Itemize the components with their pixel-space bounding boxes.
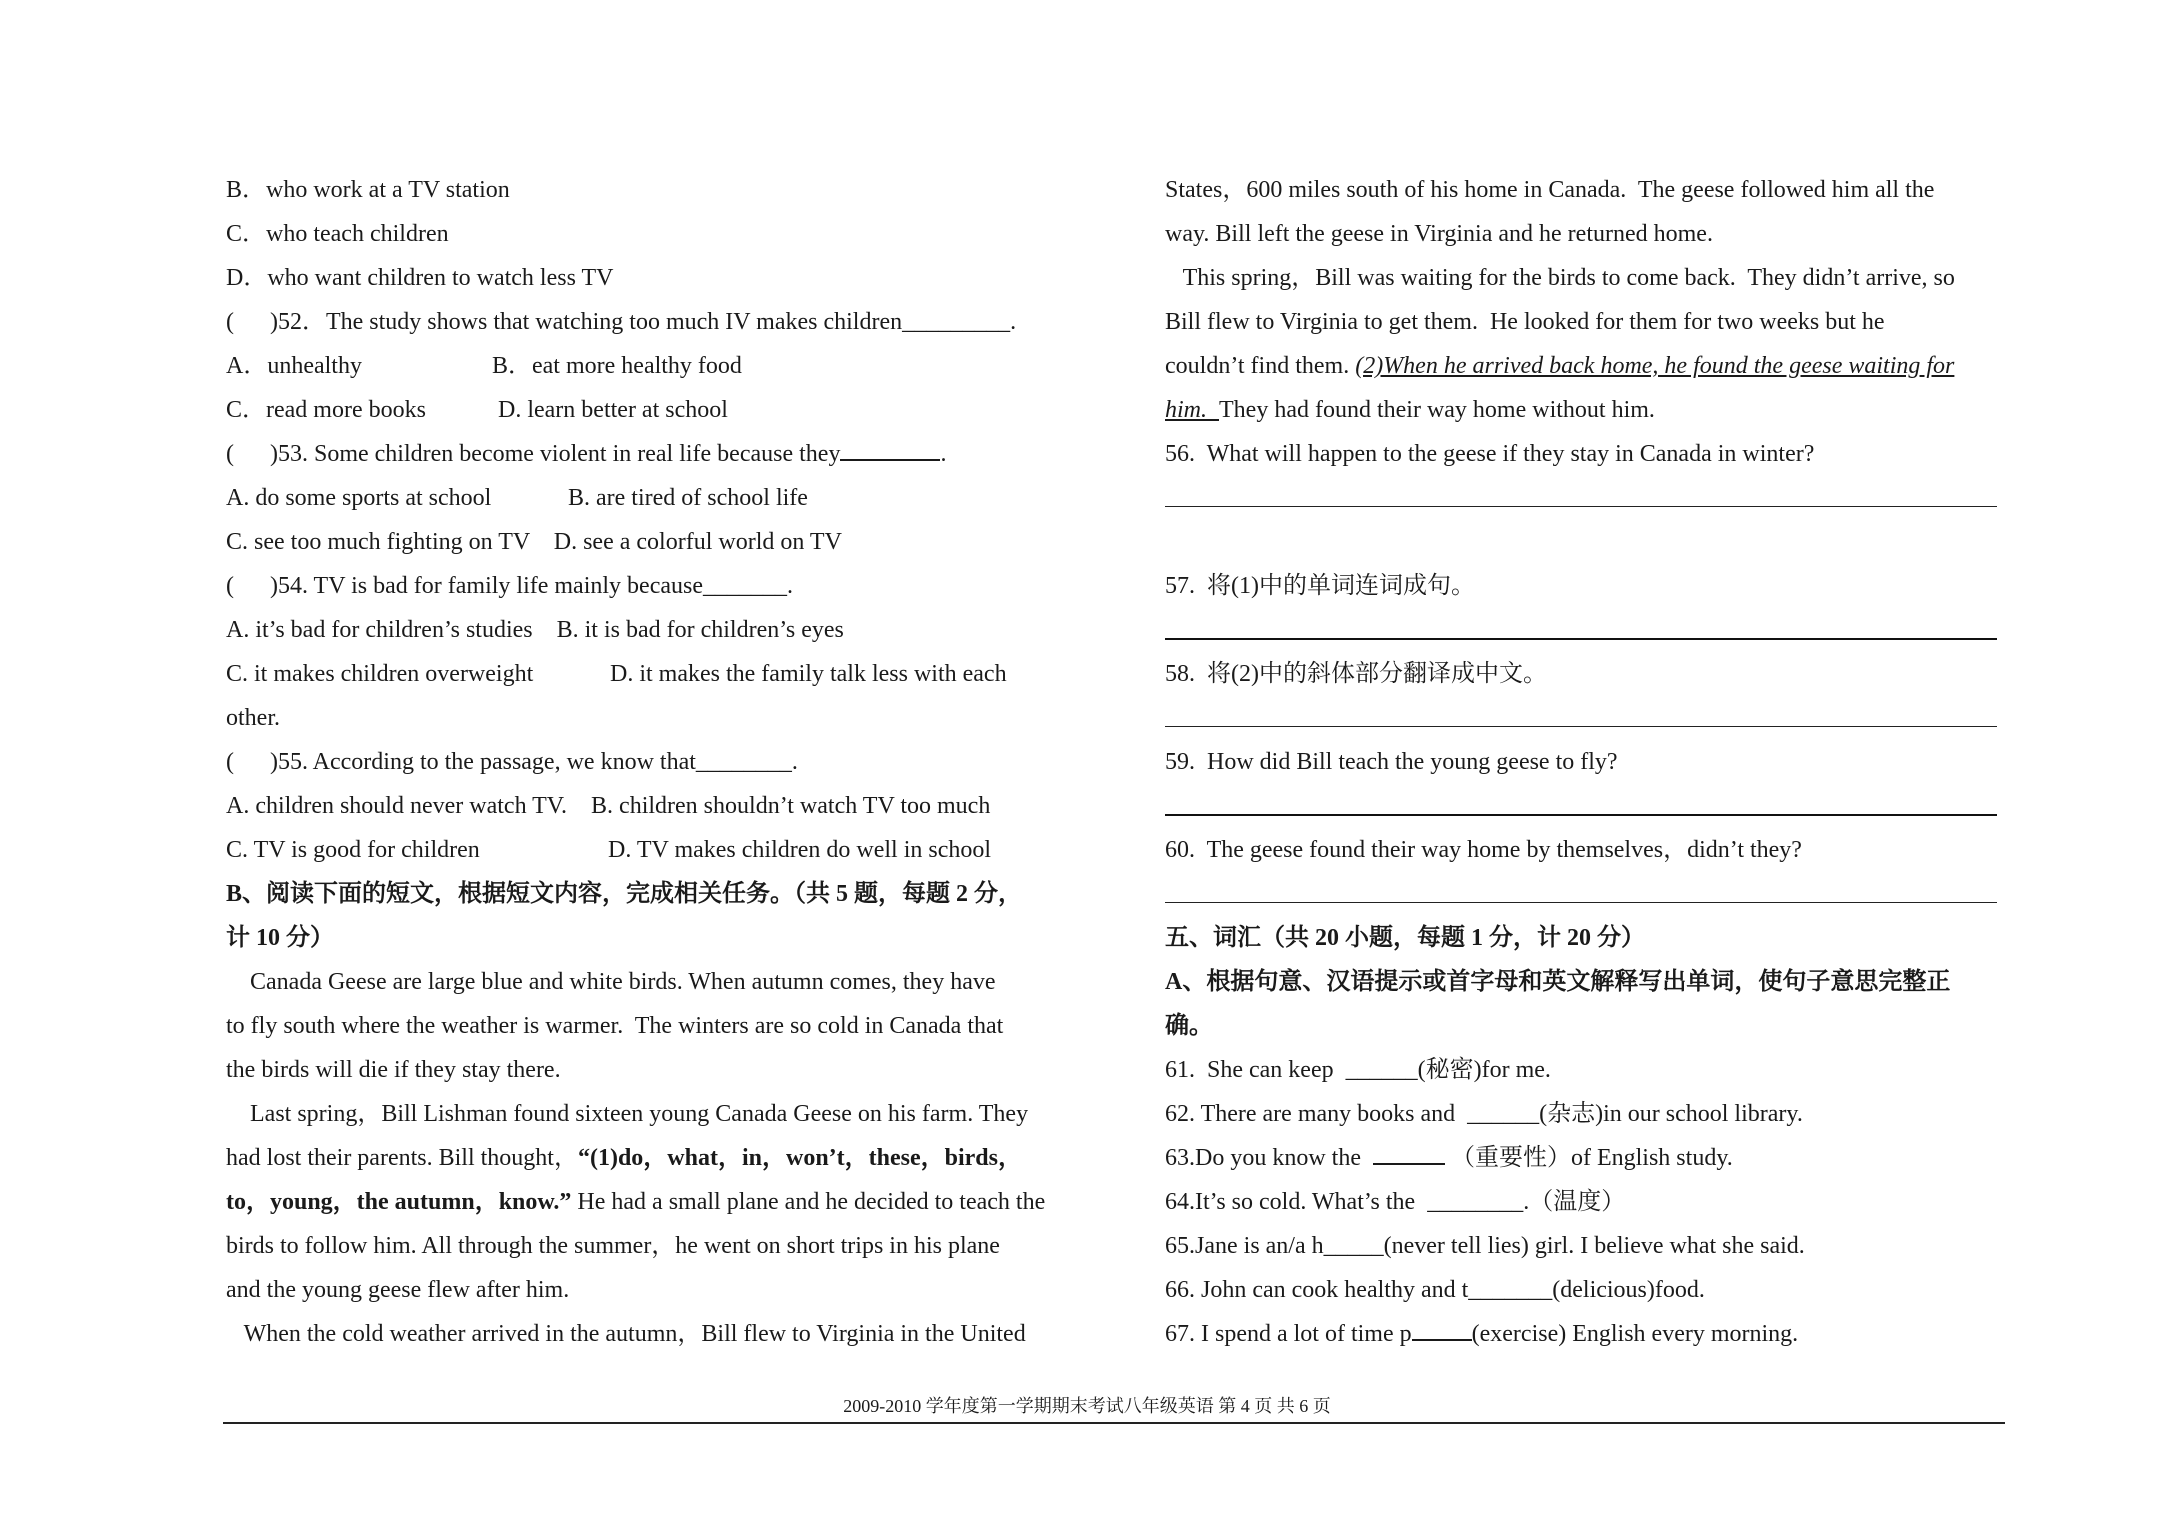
passage-line: This spring，Bill was waiting for the birds to come back. They didn’t arrive, so — [1165, 265, 1955, 291]
q53-options-row2: C. see too much fighting on TV D. see a colorful world on TV — [226, 529, 842, 555]
footer-rule — [223, 1422, 2005, 1424]
passage-text: had lost their parents. Bill thought， — [226, 1145, 578, 1171]
q53-text: ( )53. Some children become violent in real life because they — [226, 441, 841, 467]
question-53 — [226, 432, 946, 476]
q52-option-a: A．unhealthy — [226, 353, 362, 379]
q54-option-d-cont: other. — [226, 705, 280, 731]
answer-line-56[interactable] — [1165, 506, 1997, 507]
answer-line-60[interactable] — [1165, 902, 1997, 903]
question-58: 58. 将(2)中的斜体部分翻译成中文。 — [1165, 661, 1547, 687]
q51-option-b: B．who work at a TV station — [226, 177, 510, 203]
question-66: 66. John can cook healthy and t_______(delicious)food. — [1165, 1277, 1705, 1303]
q52-options-row2 — [226, 388, 728, 432]
passage-line: Bill flew to Virginia to get them. He looked for them for two weeks but he — [1165, 309, 1885, 335]
passage-line: way. Bill left the geese in Virginia and he returned home. — [1165, 221, 1713, 247]
passage-line: birds to follow him. All through the summer，he went on short trips in his plane — [226, 1233, 1000, 1259]
q53-period: . — [940, 441, 947, 467]
passage-line: Canada Geese are large blue and white birds. When autumn comes, they have — [226, 969, 996, 995]
section-a-heading-cont: 确。 — [1165, 1013, 1213, 1039]
section-b-heading-cont: 计 10 分） — [226, 925, 334, 951]
question-55: ( )55. According to the passage, we know that________. — [226, 749, 798, 775]
question-67 — [1165, 1312, 1798, 1356]
q55-options-row2 — [226, 828, 992, 872]
answer-line-59[interactable] — [1165, 814, 1997, 816]
page-footer: 2009-2010 学年度第一学期期末考试八年级英语 第 4 页 共 6 页 — [843, 1396, 1331, 1416]
scrambled-words: “(1)do，what，in，won’t，these，birds， — [577, 1145, 1022, 1171]
section-a-heading: A、根据句意、汉语提示或首字母和英文解释写出单词，使句子意思完整正 — [1165, 969, 1951, 995]
passage-text: couldn’t find them. — [1165, 353, 1356, 379]
q51-option-c: C．who teach children — [226, 221, 449, 247]
question-59: 59. How did Bill teach the young geese to fly? — [1165, 749, 1618, 775]
q67-blank[interactable] — [1412, 1313, 1472, 1341]
question-63 — [1165, 1136, 1733, 1180]
q67-text-cont: (exercise) English every morning. — [1471, 1321, 1799, 1347]
passage-line — [1165, 344, 1954, 388]
italic-sentence-cont: him. — [1165, 397, 1219, 423]
q53-option-b: B. are tired of school life — [568, 485, 808, 511]
answer-line-58[interactable] — [1165, 726, 1997, 727]
q63-text-cont: （重要性）of English study. — [1444, 1145, 1733, 1171]
passage-line — [226, 1136, 1022, 1180]
passage-text: He had a small plane and he decided to teach the — [571, 1189, 1046, 1215]
q63-text: 63.Do you know the — [1165, 1145, 1373, 1171]
passage-line: Last spring，Bill Lishman found sixteen young Canada Geese on his farm. They — [226, 1101, 1029, 1127]
q52-text: ( )52．The study shows that watching too much IV makes children — [226, 309, 903, 335]
q54-option-d: D. it makes the family talk less with each — [610, 661, 1007, 687]
passage-line — [1165, 388, 1655, 432]
q53-blank[interactable] — [840, 433, 940, 461]
section-5-heading: 五、词汇（共 20 小题，每题 1 分，计 20 分） — [1165, 925, 1645, 951]
question-56: 56. What will happen to the geese if they stay in Canada in winter? — [1165, 441, 1815, 467]
italic-sentence: (2)When he arrived back home, he found the geese waiting for — [1355, 353, 1955, 379]
q52-period: . — [1010, 309, 1017, 335]
question-61: 61. She can keep ______(秘密)for me. — [1165, 1057, 1551, 1083]
section-b-heading: B、阅读下面的短文，根据短文内容，完成相关任务。（共 5 题，每题 2 分， — [226, 881, 1023, 907]
question-64: 64.It’s so cold. What’s the ________.（温度） — [1165, 1189, 1626, 1215]
passage-text: They had found their way home without him. — [1219, 397, 1655, 423]
q52-option-b: B．eat more healthy food — [492, 353, 742, 379]
passage-line: and the young geese flew after him. — [226, 1277, 570, 1303]
question-57: 57. 将(1)中的单词连词成句。 — [1165, 573, 1475, 599]
passage-line: When the cold weather arrived in the autumn，Bill flew to Virginia in the United — [226, 1321, 1026, 1347]
q55-options-row1: A. children should never watch TV. B. children shouldn’t watch TV too much — [226, 793, 991, 819]
passage-line: the birds will die if they stay there. — [226, 1057, 561, 1083]
answer-line-57[interactable] — [1165, 638, 1997, 640]
scrambled-words-cont: to，young，the autumn，know.” — [226, 1189, 572, 1215]
passage-line: to fly south where the weather is warmer. The winters are so cold in Canada that — [226, 1013, 1004, 1039]
q53-option-a: A. do some sports at school — [226, 485, 492, 511]
question-54: ( )54. TV is bad for family life mainly because_______. — [226, 573, 793, 599]
question-60: 60. The geese found their way home by themselves，didn’t they? — [1165, 837, 1802, 863]
question-62: 62. There are many books and ______(杂志)in our school library. — [1165, 1101, 1803, 1127]
q52-option-c: C．read more books — [226, 397, 426, 423]
q54-option-c: C. it makes children overweight — [226, 661, 534, 687]
q54-options-row1: A. it’s bad for children’s studies B. it is bad for children’s eyes — [226, 617, 844, 643]
q51-option-d: D．who want children to watch less TV — [226, 265, 614, 291]
q55-option-c: C. TV is good for children — [226, 837, 480, 863]
question-65: 65.Jane is an/a h_____(never tell lies) girl. I believe what she said. — [1165, 1233, 1805, 1259]
q55-option-d: D. TV makes children do well in school — [608, 837, 992, 863]
passage-line — [226, 1180, 1045, 1224]
passage-line: States，600 miles south of his home in Canada. The geese followed him all the — [1165, 177, 1935, 203]
q52-blank[interactable]: _________ — [902, 309, 1011, 335]
q52-options-row1 — [226, 344, 742, 388]
q67-text: 67. I spend a lot of time p — [1165, 1321, 1412, 1347]
q52-option-d: D. learn better at school — [498, 397, 728, 423]
question-52 — [226, 300, 1016, 344]
q54-options-row2 — [226, 652, 1007, 696]
q53-options-row1 — [226, 476, 808, 520]
q63-blank[interactable] — [1373, 1137, 1445, 1165]
